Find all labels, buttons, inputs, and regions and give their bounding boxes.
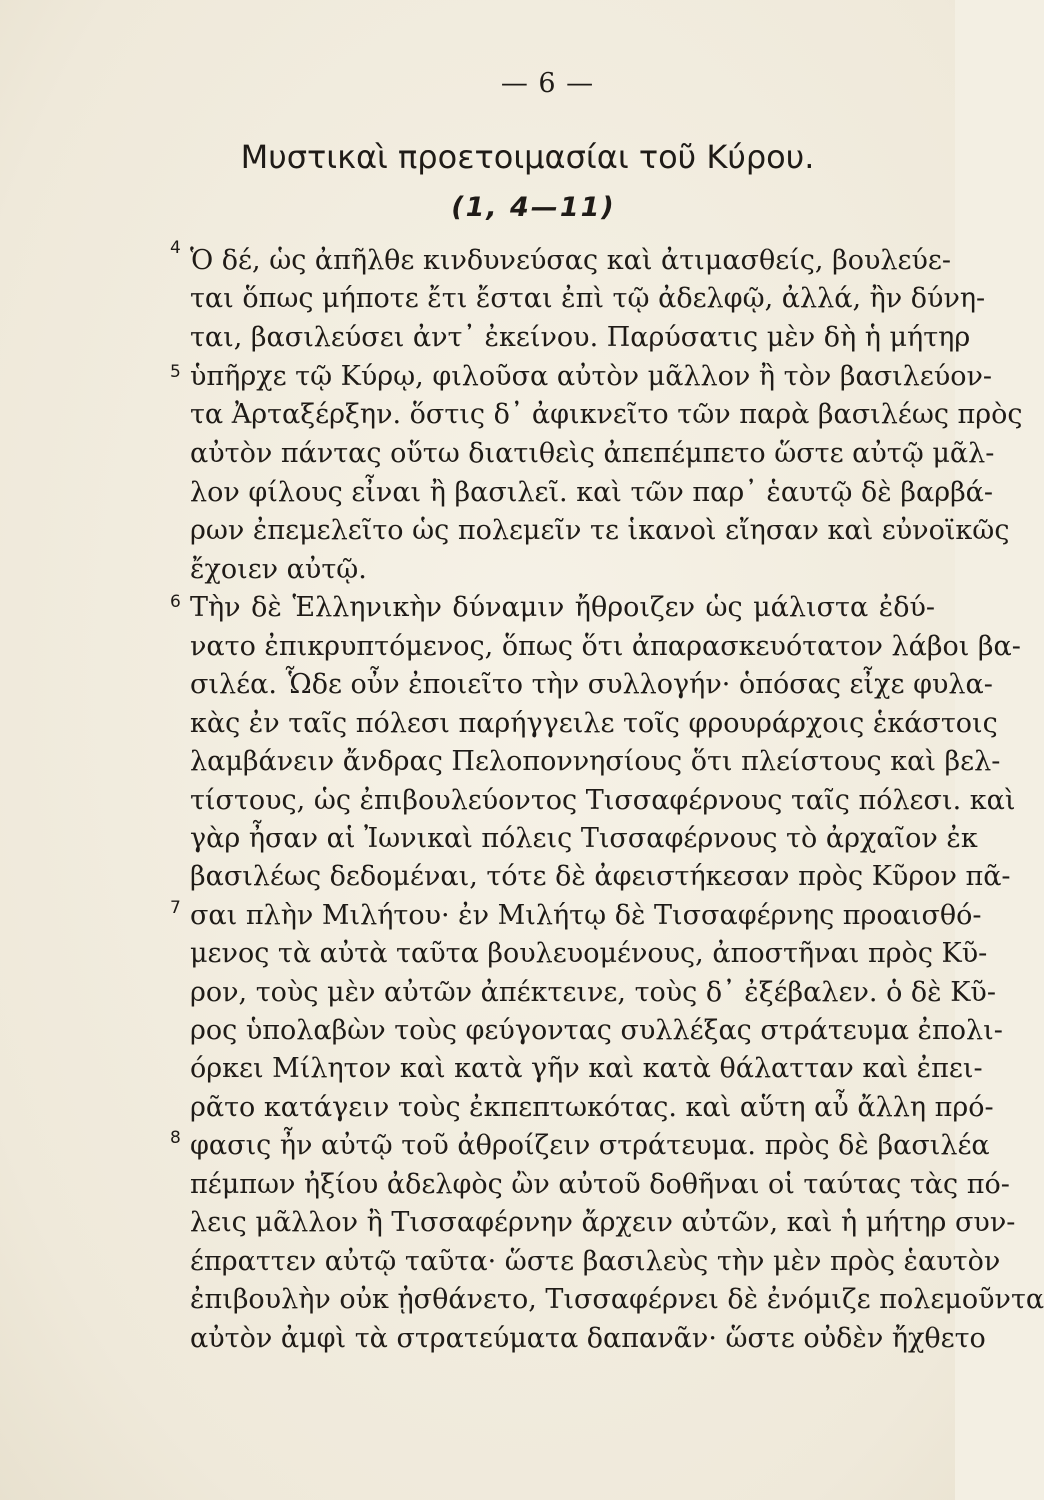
text-line: γὰρ ἦσαν αἱ Ἰωνικαὶ πόλεις Τισσαφέρνους τὸ ἀρχαῖον ἐκ: [190, 823, 978, 854]
text-line: ρᾶτο κατάγειν τοὺς ἐκπεπτωκότας. καὶ αὕτη αὖ ἄλλη πρό-: [190, 1092, 994, 1123]
text-line: ὑπῆρχε τῷ Κύρῳ, φιλοῦσα αὐτὸν μᾶλλον ἢ τὸν βασιλεύον-: [190, 361, 993, 392]
text-line: λον φίλους εἶναι ἢ βασιλεῖ. καὶ τῶν παρ᾿ ἑαυτῷ δὲ βαρβά-: [190, 477, 994, 508]
text-line: αὐτὸν πάντας οὕτω διατιθεὶς ἀπεπέμπετο ὥστε αὐτῷ μᾶλ-: [190, 438, 995, 469]
text-line: σαι πλὴν Μιλήτου· ἐν Μιλήτῳ δὲ Τισσαφέρνης προαισθό-: [190, 900, 982, 931]
section-number-5: 5: [170, 362, 181, 382]
section-number-6: 6: [170, 592, 181, 612]
text-line: ται ὅπως μήποτε ἔτι ἔσται ἐπὶ τῷ ἀδελφῷ, ἀλλά, ἢν δύνη-: [190, 283, 986, 314]
text-line: Τὴν δὲ Ἑλληνικὴν δύναμιν ἤθροιζεν ὡς μάλιστα ἐδύ-: [190, 592, 935, 623]
text-line: βασιλέως δεδομέναι, τότε δὲ ἀφειστήκεσαν πρὸς Κῦρον πᾶ-: [190, 861, 1011, 892]
text-line: ρον, τοὺς μὲν αὐτῶν ἀπέκτεινε, τοὺς δ᾿ ἐξέβαλεν. ὁ δὲ Κῦ-: [190, 977, 996, 1008]
text-line: όρκει Μίλητον καὶ κατὰ γῆν καὶ κατὰ θάλατταν καὶ ἐπει-: [190, 1053, 983, 1084]
text-line: τα Ἀρταξέρξην. ὅστις δ᾿ ἀφικνεῖτο τῶν παρὰ βασιλέως πρὸς: [190, 399, 1023, 430]
text-line: ἔχοιεν αὐτῷ.: [190, 554, 367, 585]
section-number-8: 8: [170, 1128, 181, 1148]
chapter-reference: (1, 4—11): [451, 192, 616, 223]
text-line: φασις ἦν αὐτῷ τοῦ ἀθροίζειν στράτευμα. πρὸς δὲ βασιλέα: [190, 1130, 990, 1161]
chapter-title: Μυστικαὶ προετοιμασίαι τοῦ Κύρου.: [240, 138, 815, 176]
text-line: έπραττεν αὐτῷ ταῦτα· ὥστε βασιλεὺς τὴν μὲν πρὸς ἑαυτὸν: [190, 1246, 1001, 1277]
text-line: πέμπων ἠξίου ἀδελφὸς ὢν αὐτοῦ δοθῆναι οἱ ταύτας τὰς πό-: [190, 1169, 1010, 1200]
text-line: λεις μᾶλλον ἢ Τισσαφέρνην ἄρχειν αὐτῶν, καὶ ἡ μήτηρ συν-: [190, 1207, 1016, 1238]
text-line: ρος ὑπολαβὼν τοὺς φεύγοντας συλλέξας στράτευμα ἐπολι-: [190, 1015, 1003, 1046]
section-number-7: 7: [170, 898, 181, 918]
text-line: κὰς ἐν ταῖς πόλεσι παρήγγειλε τοῖς φρουράρχοις ἑκάστοις: [190, 708, 998, 739]
text-line: τίστους, ὡς ἐπιβουλεύοντος Τισσαφέρνους ταῖς πόλεσι. καὶ: [190, 785, 1016, 816]
text-line: αὐτὸν ἀμφὶ τὰ στρατεύματα δαπανᾶν· ὥστε οὐδὲν ἤχθετο: [190, 1323, 986, 1354]
text-line: μενος τὰ αὐτὰ ταῦτα βουλευομένους, ἀποστῆναι πρὸς Κῦ-: [190, 938, 988, 969]
section-number-4: 4: [170, 238, 181, 258]
text-line: σιλέα. Ὧδε οὖν ἐποιεῖτο τὴν συλλογήν· ὁπόσας εἶχε φυλα-: [190, 669, 993, 700]
page-number: — 6 —: [500, 68, 595, 99]
text-line: νατο ἐπικρυπτόμενος, ὅπως ὅτι ἀπαρασκευότατον λάβοι βα-: [190, 631, 1021, 662]
text-line: ἐπιβουλὴν οὐκ ᾐσθάνετο, Τισσαφέρνει δὲ ἐνόμιζε πολεμοῦντα: [190, 1284, 1044, 1315]
text-line: ται, βασιλεύσει ἀντ᾿ ἐκείνου. Παρύσατις μὲν δὴ ἡ μήτηρ: [190, 322, 971, 353]
text-line: λαμβάνειν ἄνδρας Πελοποννησίους ὅτι πλείστους καὶ βελ-: [190, 746, 1001, 777]
text-line: ρων ἐπεμελεῖτο ὡς πολεμεῖν τε ἱκανοὶ εἴησαν καὶ εὐνοϊκῶς: [190, 515, 1010, 546]
text-line: Ὁ δέ, ὡς ἀπῆλθε κινδυνεύσας καὶ ἀτιμασθείς, βουλεύε-: [190, 245, 951, 276]
